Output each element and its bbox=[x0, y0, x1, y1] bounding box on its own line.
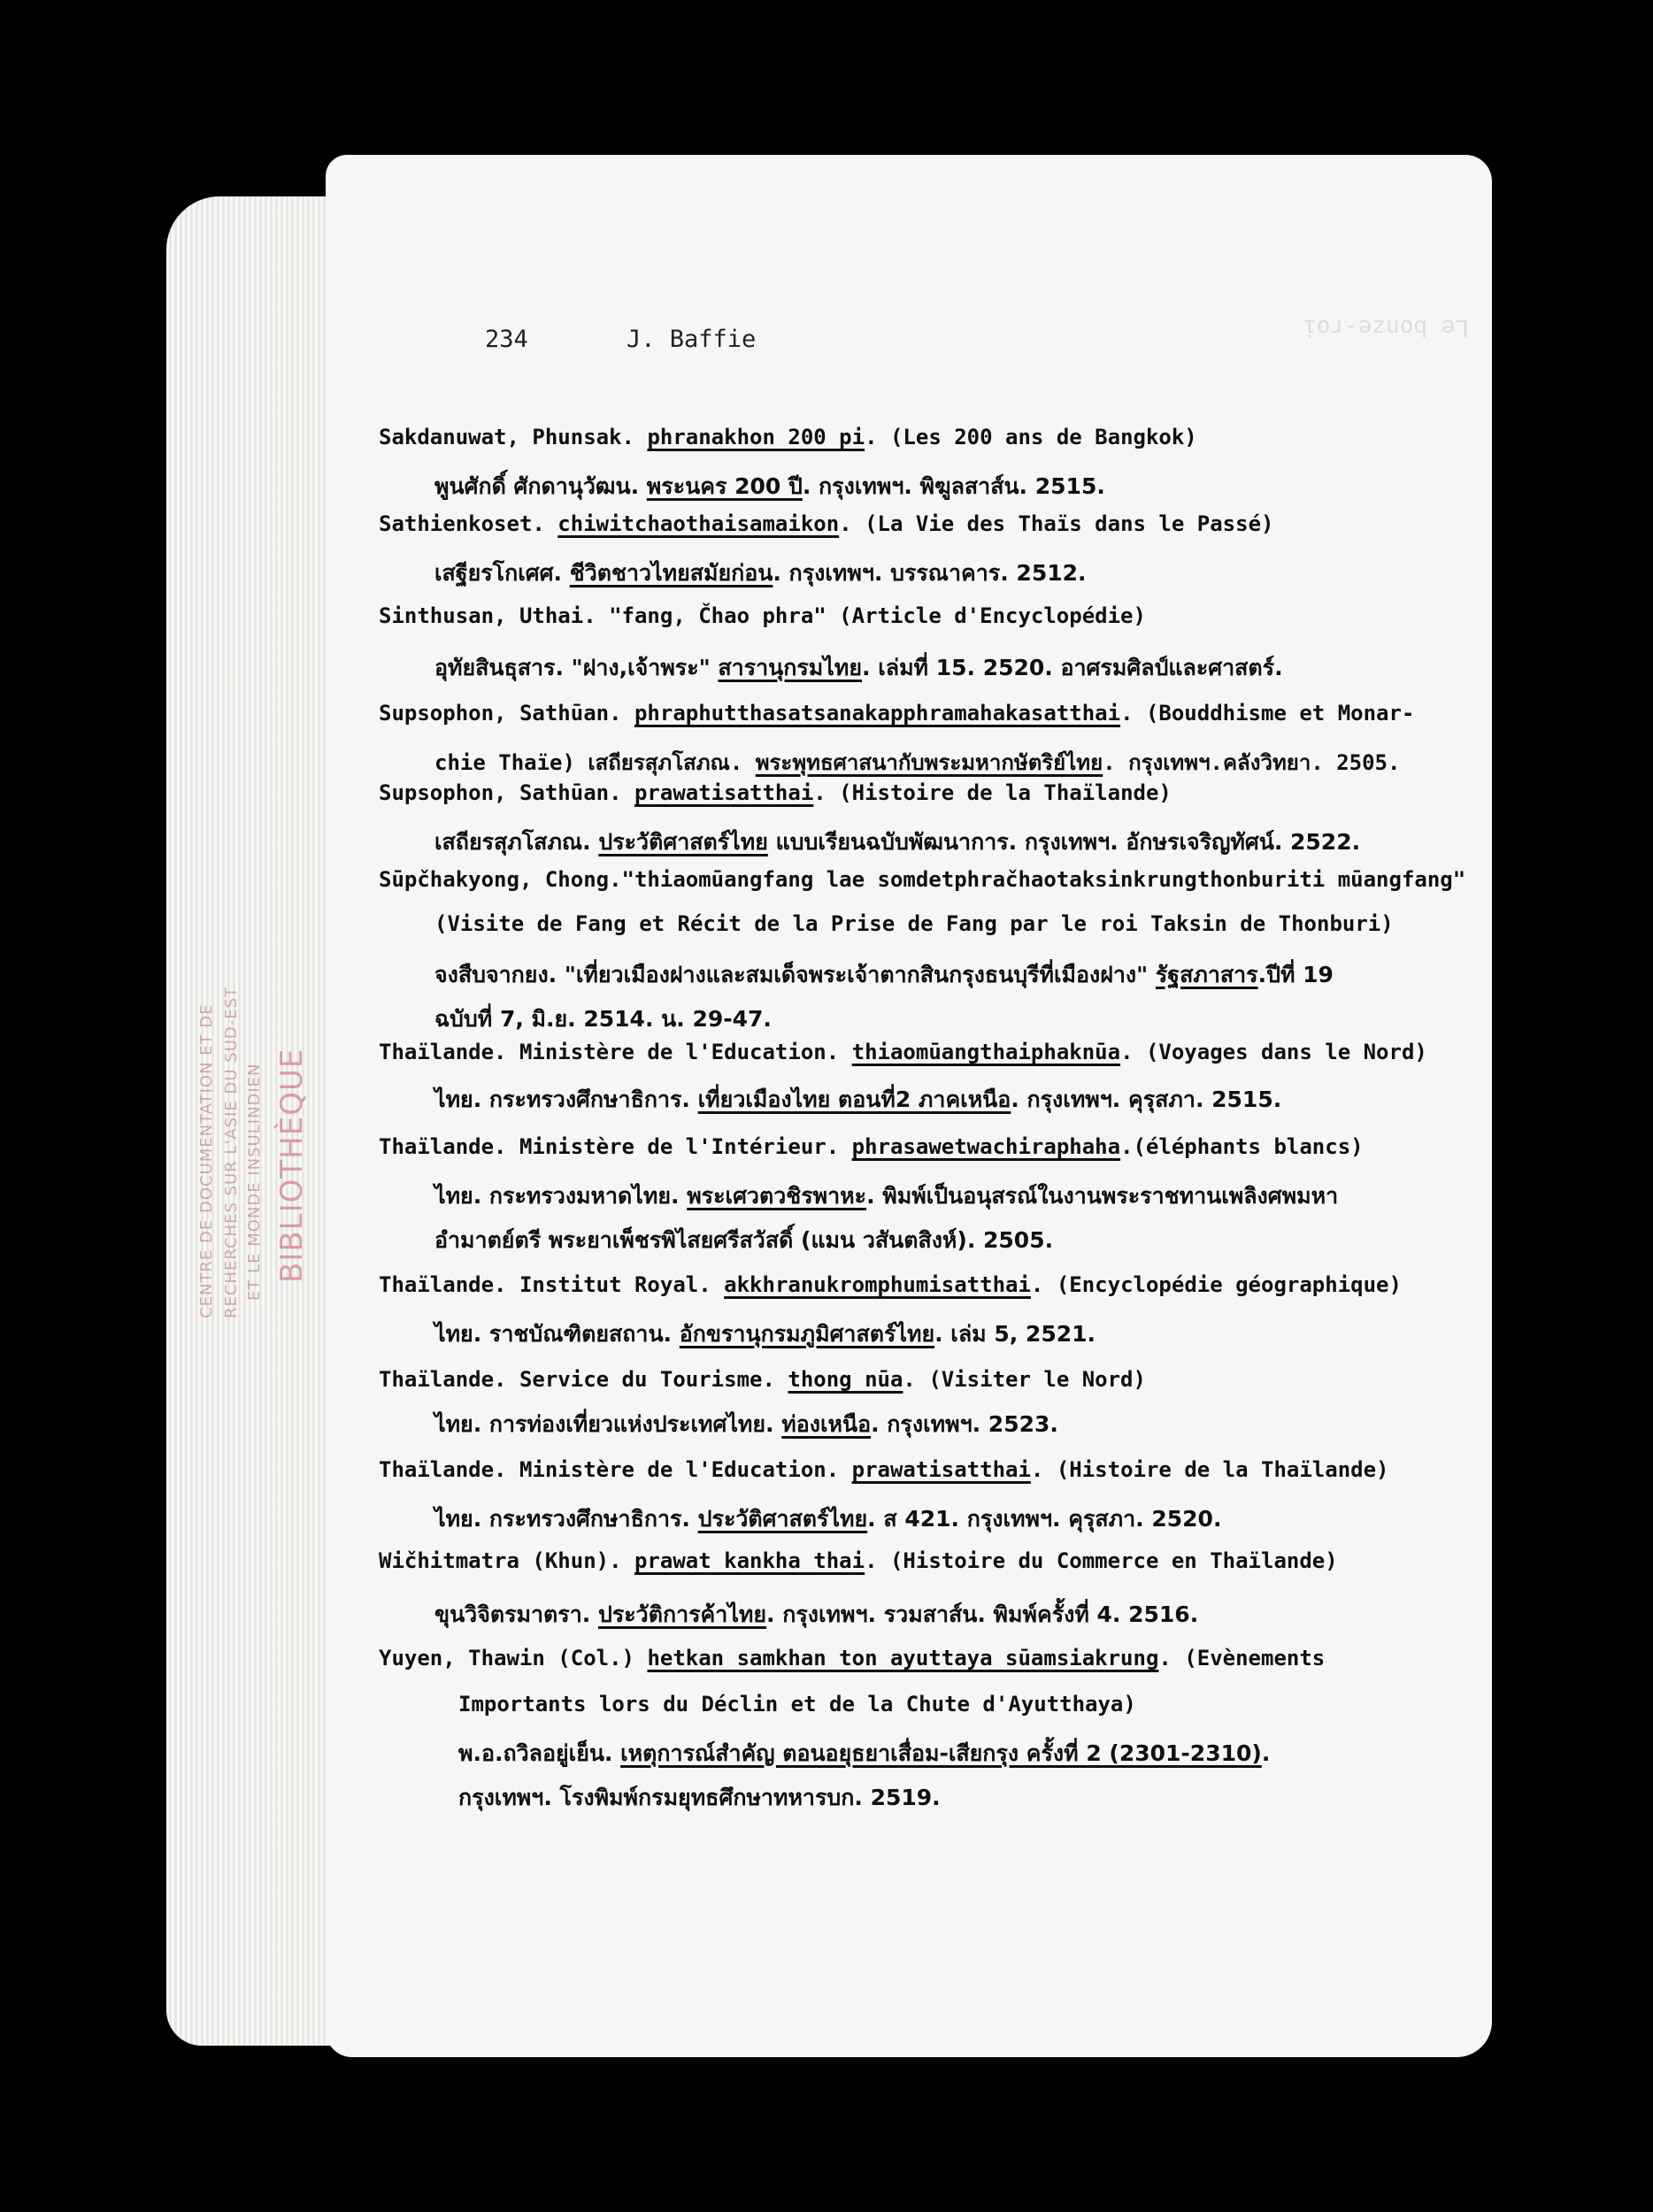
entry-2-line-2 bbox=[434, 556, 1087, 591]
entry-10-line-1 bbox=[379, 1367, 1146, 1392]
entry-text: Sinthusan, Uthai. "fang, Čhao phra" (Article d'Encyclopédie) bbox=[379, 603, 1146, 628]
entry-text: . กรุงเทพฯ.คลังวิทยา. 2505. bbox=[1103, 750, 1401, 775]
stamp-line-3: ET LE MONDE INSULINDIEN bbox=[245, 1063, 264, 1301]
title-underlined: phranakhon 200 pi bbox=[647, 425, 865, 449]
title-underlined: prawatisatthai bbox=[634, 780, 814, 805]
entry-text: . กรุงเทพฯ. คุรุสภา. 2515. bbox=[1011, 1087, 1282, 1112]
entry-text: Sakdanuwat, Phunsak. bbox=[379, 425, 648, 449]
entry-text: ฉบับที่ 7, มิ.ย. 2514. น. 29-47. bbox=[434, 1006, 772, 1032]
entry-text: . เล่มที่ 15. 2520. อาศรมศิลป์และศาสตร์. bbox=[862, 655, 1283, 680]
entry-13-line-1 bbox=[379, 1646, 1325, 1671]
entry-text: . กรุงเทพฯ. 2523. bbox=[871, 1411, 1058, 1437]
entry-text: . bbox=[1261, 1740, 1271, 1766]
entry-text: อุทัยสินธุสาร. "ฝาง,เจ้าพระ" bbox=[434, 655, 719, 680]
entry-text: Importants lors du Déclin et de la Chute d'Ayutthaya) bbox=[458, 1692, 1136, 1717]
entry-3-line-2 bbox=[434, 650, 1283, 686]
title-underlined: chiwitchaothaisamaikon bbox=[557, 511, 840, 536]
entry-text: อำมาตย์ตรี พระยาเพ็ชรพิไสยศรีสวัสดิ์ (แมน วสันตสิงห์). 2505. bbox=[434, 1227, 1054, 1253]
title-underlined: เที่ยวเมืองไทย ตอนที่2 ภาคเหนือ bbox=[697, 1087, 1011, 1112]
entry-text: เสฐียรโกเศศ. bbox=[434, 560, 570, 586]
entry-text: . กรุงเทพฯ. รวมสาส์น. พิมพ์ครั้งที่ 4. 2516. bbox=[766, 1601, 1199, 1627]
entry-12-line-2 bbox=[434, 1597, 1198, 1632]
entry-1-line-2 bbox=[434, 469, 1105, 504]
entry-text: แบบเรียนฉบับพัฒนาการ. กรุงเทพฯ. อักษรเจริญทัศน์. 2522. bbox=[767, 829, 1361, 855]
bleed-through-text: Le bonze-roi bbox=[1303, 314, 1469, 341]
title-underlined: thiaomūangthaiphaknūa bbox=[851, 1040, 1121, 1064]
entry-text: (Visite de Fang et Récit de la Prise de Fang par le roi Taksin de Thonburi) bbox=[434, 911, 1394, 936]
entry-11-line-2 bbox=[434, 1502, 1221, 1537]
entry-text: พูนศักดิ์ ศักดานุวัฒน. bbox=[434, 473, 647, 499]
entry-text: พ.อ.ถวิลอยู่เย็น. bbox=[458, 1740, 621, 1766]
stamp-line-2: RECHERCHES SUR L'ASIE DU SUD-EST bbox=[222, 986, 241, 1318]
entry-6-line-4 bbox=[434, 1002, 772, 1037]
entry-text: . (La Vie des Thaïs dans le Passé) bbox=[839, 511, 1274, 536]
title-underlined: ประวัติศาสตร์ไทย bbox=[598, 829, 768, 855]
title-underlined: พระพุทธศาสนากับพระมหากษัตริย์ไทย bbox=[755, 750, 1103, 775]
stamp-line-1: CENTRE DE DOCUMENTATION ET DE bbox=[197, 1003, 216, 1318]
entry-8-line-1 bbox=[379, 1134, 1364, 1159]
entry-text: เสถียรสุภโสภณ. bbox=[434, 829, 599, 855]
stamp-line-4: BIBLIOTHÈQUE bbox=[274, 1048, 310, 1283]
entry-2-line-1 bbox=[379, 511, 1273, 536]
entry-12-line-1 bbox=[379, 1548, 1338, 1573]
entry-text: Thaïlande. Service du Tourisme. bbox=[379, 1367, 788, 1392]
entry-text: .ปีที่ 19 bbox=[1257, 962, 1334, 987]
entry-13-line-2 bbox=[458, 1692, 1136, 1717]
entry-3-line-1 bbox=[379, 603, 1146, 628]
title-underlined: ประวัติการค้าไทย bbox=[597, 1601, 767, 1627]
title-underlined: hetkan samkhan ton ayuttaya sūamsiakrung bbox=[647, 1646, 1159, 1671]
entry-text: . (Evènements bbox=[1158, 1646, 1326, 1671]
entry-6-line-1 bbox=[379, 867, 1465, 892]
title-underlined: ท่องเหนือ bbox=[781, 1411, 872, 1437]
entry-text: . เล่ม 5, 2521. bbox=[934, 1321, 1096, 1347]
entry-8-line-3 bbox=[434, 1223, 1053, 1258]
title-underlined: ประวัติศาสตร์ไทย bbox=[697, 1506, 868, 1532]
entry-text: ไทย. กระทรวงศึกษาธิการ. bbox=[434, 1087, 698, 1112]
title-underlined: phraphutthasatsanakapphramahakasatthai bbox=[634, 701, 1121, 726]
entry-text: . (Histoire de la Thaïlande) bbox=[813, 780, 1172, 805]
title-underlined: akkhranukromphumisatthai bbox=[724, 1272, 1031, 1297]
entry-text: . (Les 200 ans de Bangkok) bbox=[865, 425, 1197, 449]
entry-text: . (Voyages dans le Nord) bbox=[1120, 1040, 1427, 1064]
entry-text: . กรุงเทพฯ. พิฆูลสาส์น. 2515. bbox=[802, 473, 1105, 499]
entry-7-line-2 bbox=[434, 1082, 1281, 1118]
entry-text: ไทย. กระทรวงศึกษาธิการ. bbox=[434, 1506, 698, 1532]
entry-text: . (Encyclopédie géographique) bbox=[1030, 1272, 1402, 1297]
title-underlined: พระนคร 200 ปี bbox=[646, 473, 803, 499]
entry-7-line-1 bbox=[379, 1040, 1427, 1064]
entry-11-line-1 bbox=[379, 1457, 1389, 1482]
entry-text: ไทย. ราชบัณฑิตยสถาน. bbox=[434, 1321, 680, 1347]
entry-text: . พิมพ์เป็นอนุสรณ์ในงานพระราชทานเพลิงศพมหา bbox=[866, 1183, 1339, 1209]
entry-6-line-3 bbox=[434, 957, 1334, 993]
entry-4-line-1 bbox=[379, 701, 1414, 726]
page-number: 234 bbox=[485, 326, 528, 353]
entry-13-line-4 bbox=[458, 1780, 941, 1816]
entry-text: Yuyen, Thawin (Col.) bbox=[379, 1646, 648, 1671]
entry-text: . (Histoire du Commerce en Thaïlande) bbox=[865, 1548, 1338, 1573]
title-underlined: prawatisatthai bbox=[851, 1457, 1031, 1482]
title-underlined: thong nūa bbox=[788, 1367, 903, 1392]
entry-text: . (Bouddhisme et Monar- bbox=[1120, 701, 1415, 726]
entry-text: Sūpčhakyong, Chong."thiaomūangfang lae somdetphračhaotaksinkrungthonburiti mūangfang" bbox=[379, 867, 1466, 892]
title-underlined: phrasawetwachiraphaha bbox=[851, 1134, 1121, 1159]
entry-text: . กรุงเทพฯ. บรรณาคาร. 2512. bbox=[773, 560, 1087, 586]
entry-text: ไทย. กระทรวงมหาดไทย. bbox=[434, 1183, 688, 1209]
entry-6-line-2 bbox=[434, 911, 1394, 936]
title-underlined: ชีวิตชาวไทยสมัยก่อน bbox=[569, 560, 773, 586]
running-author: J. Baffie bbox=[627, 326, 757, 353]
title-underlined: เหตุการณ์สำคัญ ตอนอยุธยาเสื่อม-เสียกรุง ครั้งที่ 2 (2301-2310) bbox=[620, 1740, 1262, 1766]
entry-text: Sathienkoset. bbox=[379, 511, 558, 536]
entry-text: Supsophon, Sathūan. bbox=[379, 701, 634, 726]
entry-text: . (Histoire de la Thaïlande) bbox=[1030, 1457, 1389, 1482]
entry-text: Thaïlande. Ministère de l'Education. bbox=[379, 1457, 852, 1482]
entry-text: Wičhitmatra (Khun). bbox=[379, 1548, 634, 1573]
entry-4-line-2 bbox=[434, 745, 1400, 780]
entry-text: Thaïlande. Institut Royal. bbox=[379, 1272, 725, 1297]
entry-text: Thaïlande. Ministère de l'Intérieur. bbox=[379, 1134, 852, 1159]
entry-text: .(éléphants blancs) bbox=[1120, 1134, 1364, 1159]
title-underlined: พระเศวตวชิรพาหะ bbox=[687, 1183, 867, 1209]
title-underlined: prawat kankha thai bbox=[634, 1548, 865, 1573]
entry-text: ขุนวิจิตรมาตรา. bbox=[434, 1601, 598, 1627]
entry-9-line-2 bbox=[434, 1317, 1096, 1352]
entry-text: ไทย. การท่องเที่ยวแห่งประเทศไทย. bbox=[434, 1411, 782, 1437]
entry-5-line-2 bbox=[434, 825, 1360, 860]
entry-text: . ส 421. กรุงเทพฯ. คุรุสภา. 2520. bbox=[867, 1506, 1222, 1532]
entry-1-line-1 bbox=[379, 425, 1197, 449]
entry-text: จงสืบจากยง. "เที่ยวเมืองฝางและสมเด็จพระเจ้าตากสินกรุงธนบุรีที่เมืองฝาง" bbox=[434, 962, 1156, 987]
title-underlined: รัฐสภาสาร bbox=[1155, 962, 1258, 987]
entry-text: กรุงเทพฯ. โรงพิมพ์กรมยุทธศึกษาทหารบก. 2519. bbox=[458, 1785, 941, 1810]
title-underlined: สารานุกรมไทย bbox=[718, 655, 862, 680]
entry-text: Thaïlande. Ministère de l'Education. bbox=[379, 1040, 852, 1064]
entry-text: . (Visiter le Nord) bbox=[903, 1367, 1146, 1392]
entry-9-line-1 bbox=[379, 1272, 1402, 1297]
entry-5-line-1 bbox=[379, 780, 1172, 805]
entry-8-line-2 bbox=[434, 1179, 1338, 1214]
entry-13-line-3 bbox=[458, 1736, 1270, 1771]
entry-10-line-2 bbox=[434, 1407, 1058, 1442]
entry-text: Supsophon, Sathūan. bbox=[379, 780, 634, 805]
entry-text: chie Thaïe) เสถียรสุภโสภณ. bbox=[434, 750, 756, 775]
title-underlined: อักขรานุกรมภูมิศาสตร์ไทย bbox=[679, 1321, 935, 1347]
